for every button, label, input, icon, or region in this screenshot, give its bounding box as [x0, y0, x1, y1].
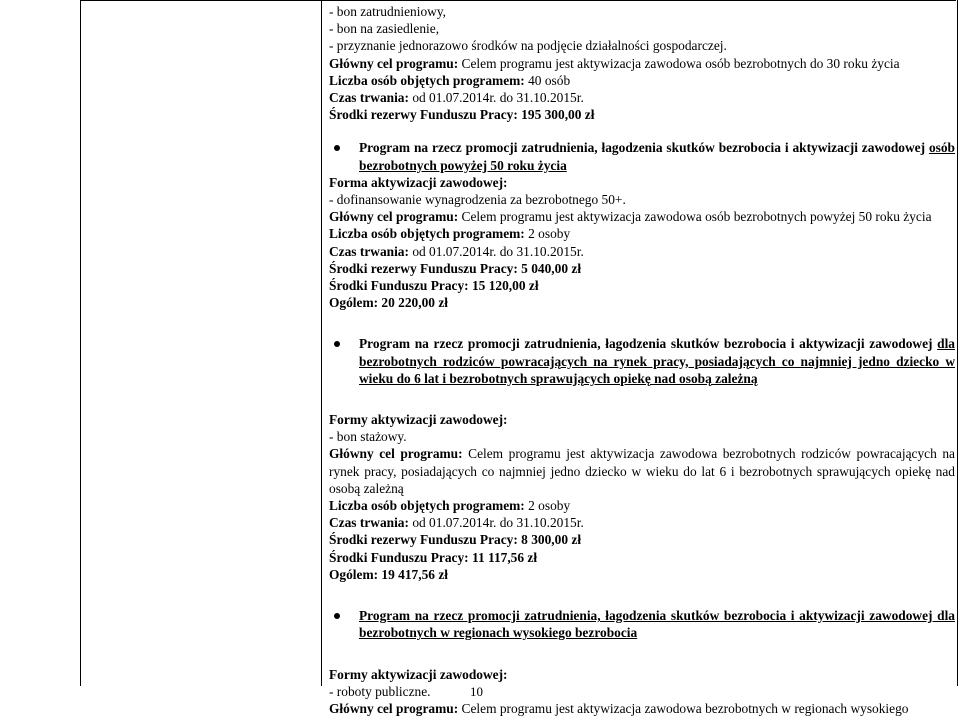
- sec1-fund: Środki Funduszu Pracy: 15 120,00 zł: [329, 278, 539, 294]
- sec3-goal: [329, 700, 955, 717]
- sec1-goal-label: Główny cel programu:: [329, 209, 459, 225]
- sec1-duration-label: Czas trwania:: [329, 243, 409, 259]
- table-border-right: [957, 0, 958, 686]
- table-border-left: [80, 0, 81, 686]
- sec2-forms-item: - bon stażowy.: [329, 429, 407, 445]
- sec1-reserve: Środki rezerwy Funduszu Pracy: 5 040,00 zł: [329, 260, 582, 276]
- sec1-persons: [329, 225, 955, 242]
- sec1-total: Ogólem: 20 220,00 zł: [329, 295, 449, 311]
- sec3-forms-item: - roboty publiczne.: [329, 683, 431, 699]
- sec0-goal-label: Główny cel programu:: [329, 55, 459, 71]
- sec0-reserve: Środki rezerwy Funduszu Pracy: 195 300,00 zł: [329, 107, 595, 123]
- sec2-reserve: Środki rezerwy Funduszu Pracy: 8 300,00 zł: [329, 532, 582, 548]
- sec2-title-lead: Program na rzecz promocji zatrudnienia, łagodzenia skutków bezrobocia i aktywizacji zawodowej: [359, 336, 938, 352]
- sec1-forms-label: Forma aktywizacji zawodowej:: [329, 174, 508, 190]
- sec1-duration: [329, 243, 955, 260]
- sec0-persons-label: Liczba osób objętych programem:: [329, 72, 525, 88]
- sec0-persons-value: 40 osób: [524, 72, 571, 88]
- bullet-icon: [334, 341, 340, 347]
- sec1-title-underlined: osób bezrobotnych powyżej 50 roku życia: [359, 140, 955, 173]
- intro-item-3: - przyznanie jednorazowo środków na podjęcie działalności gospodarczej.: [329, 38, 727, 54]
- sec2-goal-label: Główny cel programu:: [329, 446, 463, 462]
- sec1-goal: [329, 208, 955, 225]
- sec3-goal-label: Główny cel programu:: [329, 700, 459, 716]
- sec0-goal-text: Celem programu jest aktywizacja zawodowa osób bezrobotnych do 30 roku życia: [458, 55, 900, 71]
- sec2-forms-label: Formy aktywizacji zawodowej:: [329, 412, 508, 428]
- sec2-duration: [329, 514, 955, 531]
- sec2-persons-value: 2 osoby: [524, 498, 571, 514]
- bullet-icon: [334, 613, 340, 619]
- table-cell-content: [329, 3, 955, 717]
- sec2-fund: Środki Funduszu Pracy: 11 117,56 zł: [329, 549, 538, 565]
- intro-item-1: - bon zatrudnieniowy,: [329, 4, 447, 19]
- sec1-persons-value: 2 osoby: [524, 226, 571, 242]
- sec3-goal-text: Celem programu jest aktywizacja zawodowa bezrobotnych w regionach wysokiego: [458, 700, 909, 716]
- sec0-duration-value: od 01.07.2014r. do 31.10.2015r.: [408, 90, 584, 106]
- sec3-forms-label: Formy aktywizacji zawodowej:: [329, 666, 508, 682]
- sec2-persons: [329, 497, 955, 514]
- sec2-goal-text: Celem programu jest aktywizacja zawodowa bezrobotnych rodziców powracających na rynek pracy, posiadających co najmniej jedno dziecko w wieku do lat 6 i bezrobotnych sprawujących opiekę nad osobą zależną: [329, 446, 955, 496]
- sec3-title-underlined: Program na rzecz promocji zatrudnienia, łagodzenia skutków bezrobocia i aktywizacji zawodowej dla bezrobotnych w regionach wysokiego bezrobocia: [359, 608, 955, 641]
- sec0-persons: [329, 72, 955, 89]
- sec1-duration-value: od 01.07.2014r. do 31.10.2015r.: [408, 243, 584, 259]
- table-border-top: [80, 0, 956, 1]
- intro-item-2: - bon na zasiedlenie,: [329, 21, 440, 37]
- sec2-title-underlined: dla bezrobotnych rodziców powracających na rynek pracy, posiadających co najmniej jedno dziecko w wieku do 6 lat i bezrobotnych sprawujących opiekę nad osobą zależną: [359, 336, 955, 386]
- sec2-total: Ogólem: 19 417,56 zł: [329, 566, 449, 582]
- page-number: 10: [470, 684, 483, 699]
- sec1-program-title: [329, 139, 955, 173]
- table-column-divider: [321, 0, 322, 686]
- sec0-duration-label: Czas trwania:: [329, 90, 409, 106]
- bullet-icon: [334, 145, 340, 151]
- sec1-title-lead: Program na rzecz promocji zatrudnienia, łagodzenia skutków bezrobocia i aktywizacji zawodowej: [359, 140, 929, 156]
- sec3-program-title: [329, 607, 955, 641]
- sec0-duration: [329, 89, 955, 106]
- sec2-duration-label: Czas trwania:: [329, 515, 409, 531]
- sec2-persons-label: Liczba osób objętych programem:: [329, 498, 525, 514]
- sec1-forms-item: - dofinansowanie wynagrodzenia za bezrobotnego 50+.: [329, 192, 626, 208]
- sec2-goal: [329, 445, 955, 497]
- sec0-goal: [329, 55, 955, 72]
- sec2-program-title: [329, 335, 955, 387]
- sec1-persons-label: Liczba osób objętych programem:: [329, 226, 525, 242]
- sec2-duration-value: od 01.07.2014r. do 31.10.2015r.: [408, 515, 584, 531]
- sec1-goal-text: Celem programu jest aktywizacja zawodowa osób bezrobotnych powyżej 50 roku życia: [458, 209, 932, 225]
